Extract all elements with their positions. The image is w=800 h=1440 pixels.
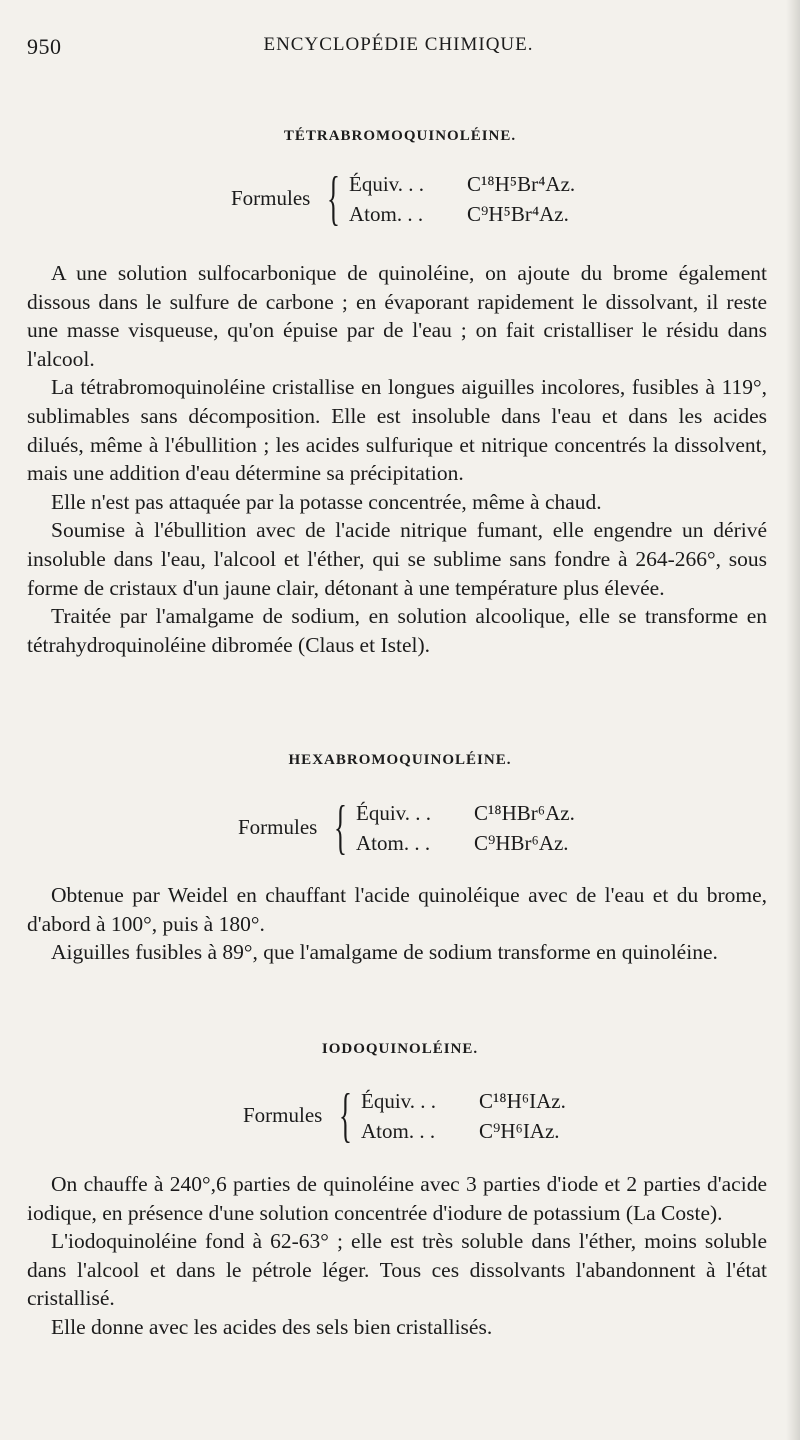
atom-formula: C⁹H⁶IAz. (479, 1119, 560, 1143)
page-edge-shadow (786, 0, 800, 1440)
brace-icon: { (334, 794, 347, 860)
formula-label: Formules (238, 815, 318, 839)
equiv-label: Équiv. . . (361, 1089, 437, 1113)
atom-formula: C⁹H⁵Br⁴Az. (467, 202, 569, 226)
formula-equiv-row (361, 1087, 566, 1115)
brace-icon: { (327, 165, 340, 231)
paragraph: L'iodoquinoléine fond à 62-63° ; elle est très soluble dans l'éther, moins soluble dans l'alcool et dans le pétrole léger. Tous ces dissolvants l'abandonnent à l'état cristallisé. (27, 1229, 767, 1311)
section-title-iodoquinoleine: IODOQUINOLÉINE. (321, 1041, 479, 1057)
paragraph: On chauffe à 240°,6 parties de quinoléine avec 3 parties d'iode et 2 parties d'acide iodique, en présence d'une solution concentrée d'iodure de potassium (La Coste). (27, 1172, 767, 1225)
paragraph: Traitée par l'amalgame de sodium, en solution alcoolique, elle se transforme en tétrahydroquinoléine dibromée (Claus et Istel). (27, 604, 767, 657)
equiv-formula: C¹⁸H⁶IAz. (479, 1089, 566, 1113)
formula-atom-row (361, 1117, 560, 1145)
paragraph: Soumise à l'ébullition avec de l'acide nitrique fumant, elle engendre un dérivé insoluble dans l'eau, l'alcool et l'éther, qui se sublime sans fondre à 264-266°, sous forme de cristaux d'un jaune clair, détonant à une température plus élevée. (27, 518, 767, 600)
paragraph: Aiguilles fusibles à 89°, que l'amalgame de sodium transforme en quinoléine. (51, 940, 718, 965)
atom-formula: C⁹HBr⁶Az. (474, 831, 569, 855)
brace-icon: { (339, 1082, 352, 1148)
section-body (27, 259, 767, 659)
page-number: 950 (27, 34, 62, 59)
formula-equiv-row (349, 170, 575, 198)
section-body (27, 1170, 767, 1342)
equiv-label: Équiv. . . (349, 172, 425, 196)
paragraph: Elle n'est pas attaquée par la potasse concentrée, même à chaud. (51, 489, 602, 514)
atom-label: Atom. . . (349, 202, 424, 226)
formula-atom-row (349, 200, 569, 228)
formula-atom-row (356, 829, 569, 857)
formula-block (243, 1082, 623, 1148)
atom-label: Atom. . . (356, 831, 431, 855)
paragraph: Obtenue par Weidel en chauffant l'acide quinoléique avec de l'eau et du brome, d'abord à 100°, puis à 180°. (27, 883, 767, 936)
paragraph: Elle donne avec les acides des sels bien cristallisés. (51, 1314, 493, 1339)
page-header (27, 34, 770, 64)
paragraph: A une solution sulfocarbonique de quinoléine, on ajoute du brome également dissous dans le sulfure de carbone ; en évaporant rapidement le dissolvant, il reste une masse visqueuse, qu'on épuise par de l'eau ; on fait cristalliser le résidu dans l'alcool. (27, 261, 767, 371)
formula-block (238, 794, 618, 860)
running-title: ENCYCLOPÉDIE CHIMIQUE. (263, 34, 534, 55)
atom-label: Atom. . . (361, 1119, 436, 1143)
equiv-label: Équiv. . . (356, 801, 432, 825)
section-title-tetrabromoquinoleine: TÉTRABROMOQUINOLÉINE. (283, 128, 517, 144)
formula-label: Formules (243, 1103, 323, 1127)
formula-label: Formules (231, 186, 311, 210)
formula-equiv-row (356, 799, 575, 827)
section-title-hexabromoquinoleine: HEXABROMOQUINOLÉINE. (288, 752, 512, 768)
equiv-formula: C¹⁸HBr⁶Az. (474, 801, 575, 825)
paragraph: La tétrabromoquinoléine cristallise en longues aiguilles incolores, fusibles à 119°, sublimables sans décomposition. Elle est insoluble dans l'eau et dans les acides dilués, même à l'ébullition ; les acides sulfurique et nitrique concentrés la dissolvent, mais une addition d'eau détermine sa précipitation. (27, 375, 767, 486)
equiv-formula: C¹⁸H⁵Br⁴Az. (467, 172, 576, 196)
section-body (27, 881, 767, 967)
formula-block (231, 165, 611, 231)
